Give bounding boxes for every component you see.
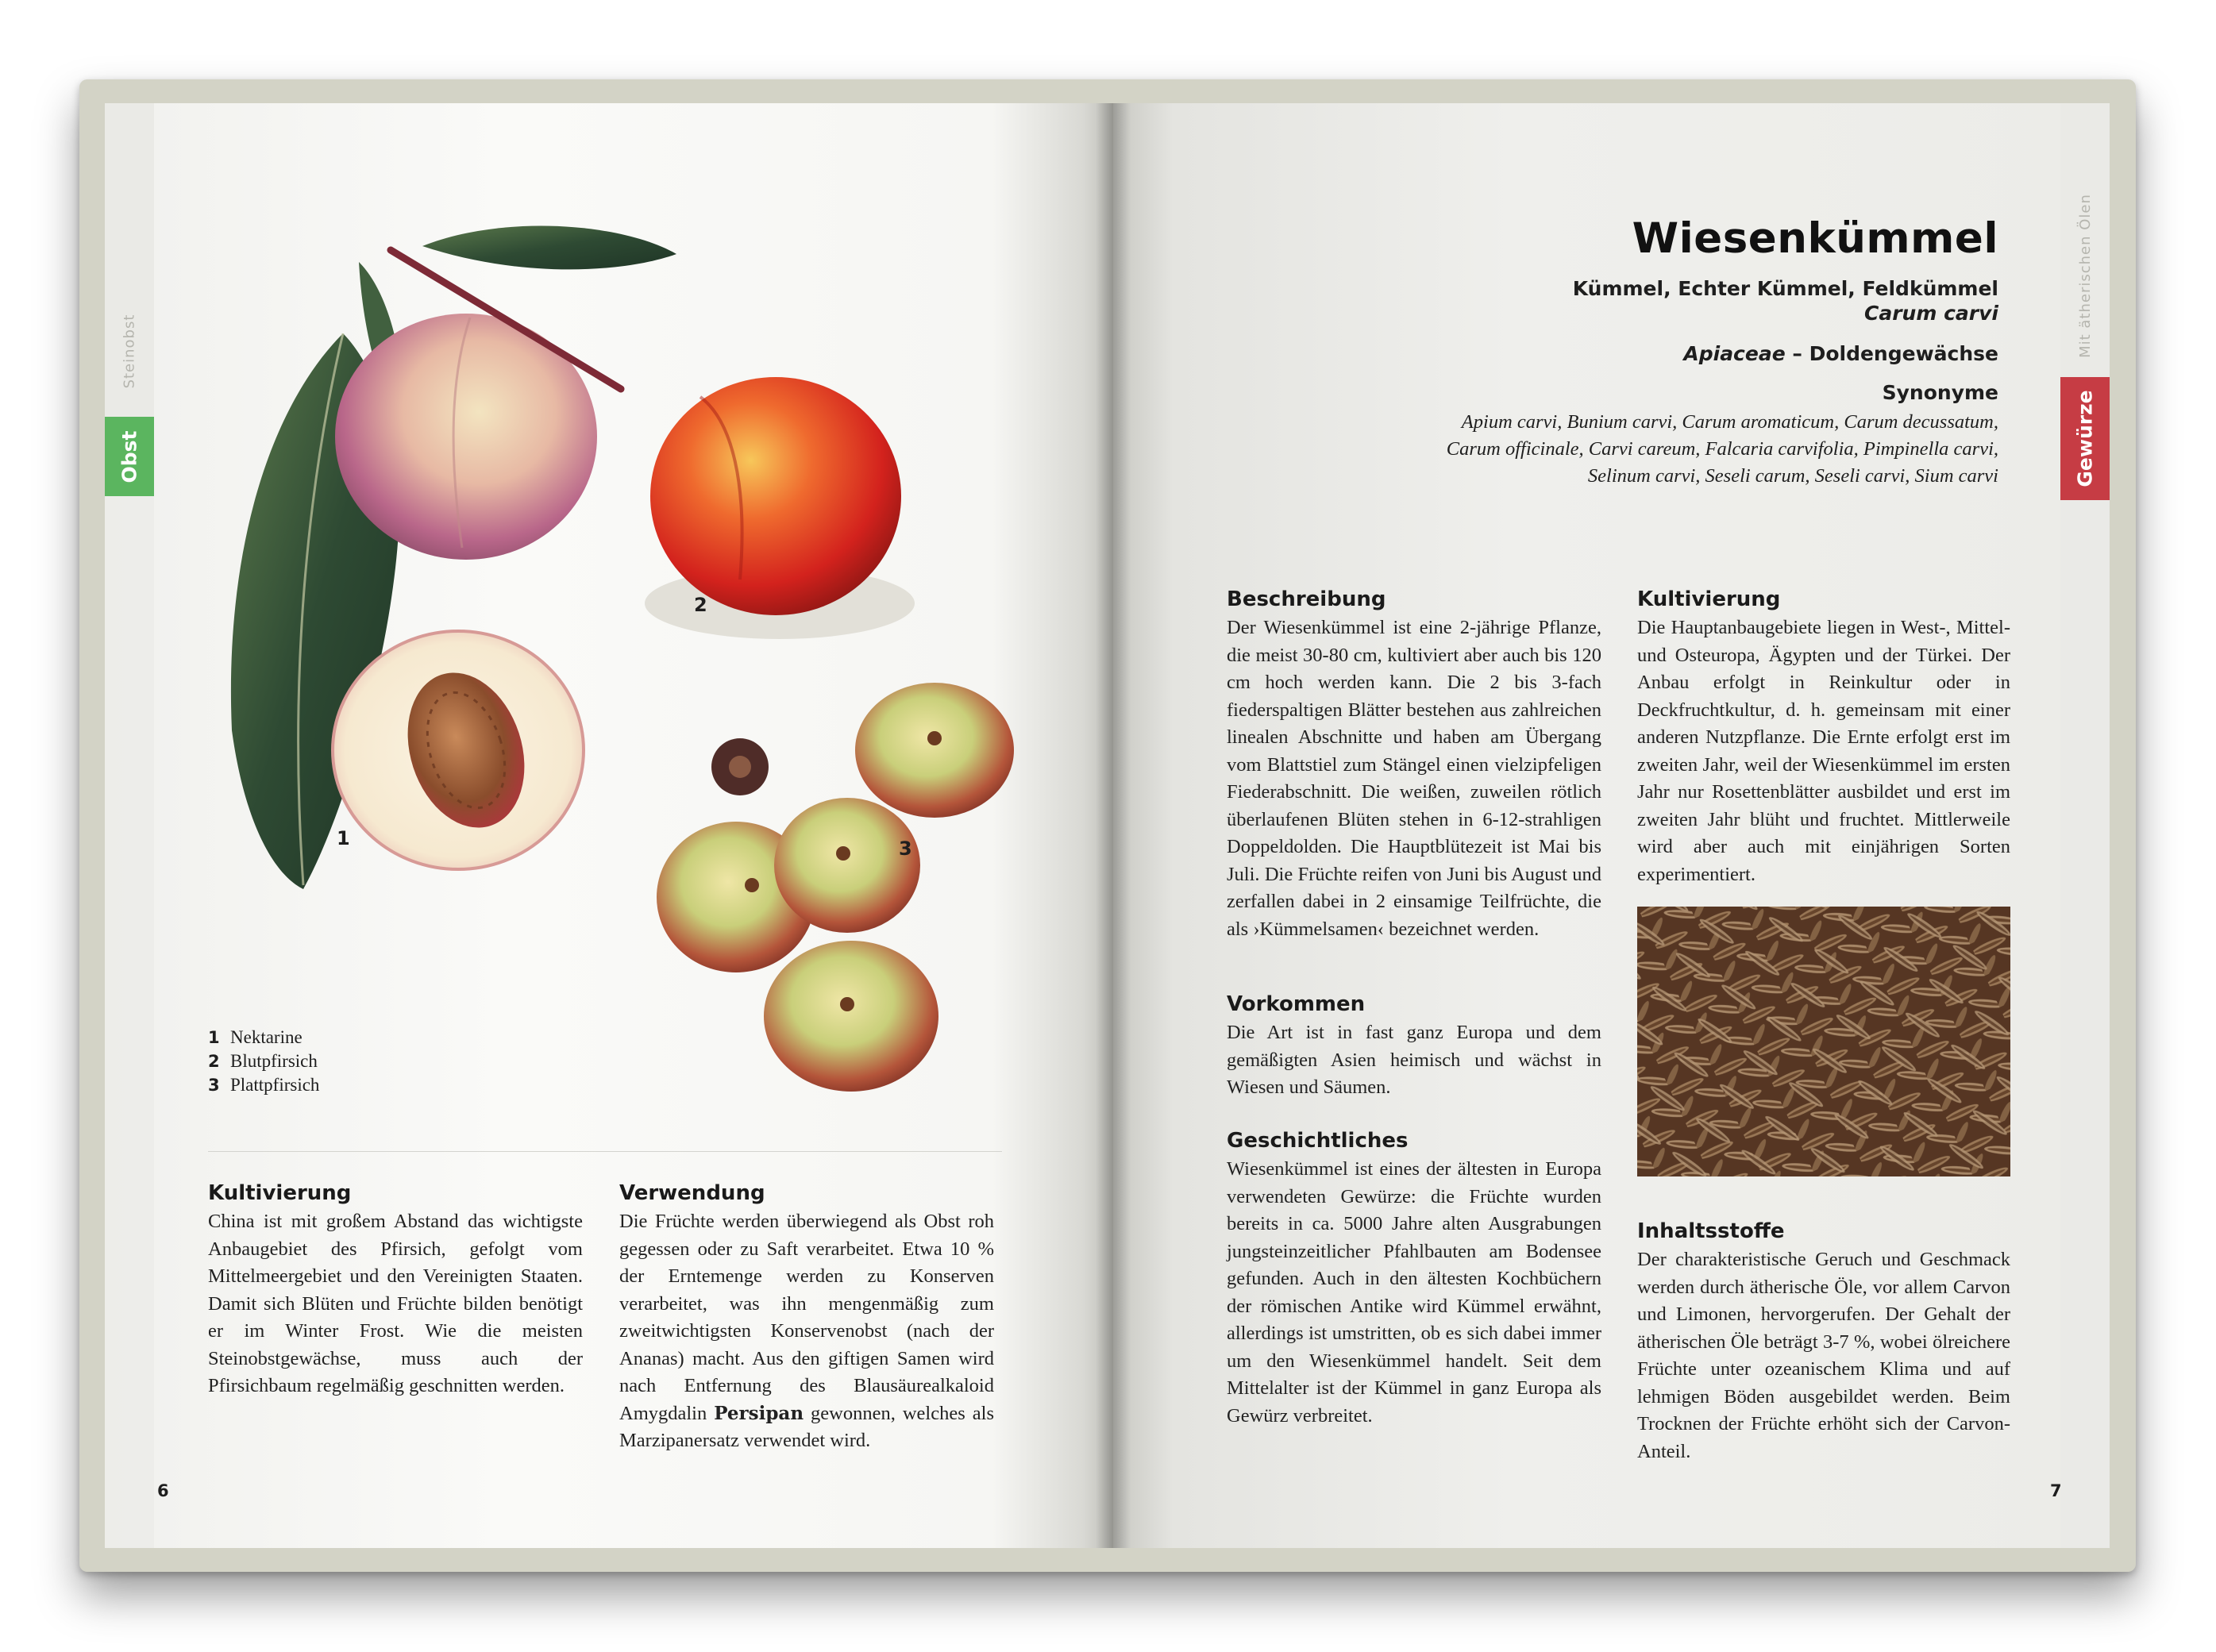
plattpfirsich-4 bbox=[764, 941, 938, 1092]
entry-header bbox=[1284, 214, 1998, 490]
legend-label: Nektarine bbox=[230, 1027, 303, 1047]
section-heading: Verwendung bbox=[619, 1181, 765, 1205]
legend-number: 3 bbox=[208, 1076, 220, 1095]
legend-number: 1 bbox=[208, 1028, 220, 1047]
peach-blutpfirsich bbox=[650, 377, 901, 615]
legend-number: 2 bbox=[208, 1052, 220, 1071]
book-spine bbox=[1096, 103, 1131, 1548]
beschreibung-section bbox=[1227, 587, 1601, 943]
section-heading: Geschichtliches bbox=[1227, 1129, 1409, 1153]
section-body: Der Wiesenkümmel ist eine 2-jährige Pflanze, die meist 30-80 cm, kultiviert aber auch bis 120 cm hoch werden kann. Die 2 bis 3-fach fiederspaltigen Blätter bestehen aus zahlreichen linealen Abschnitte und haben am Übergang vom Blattstiel zum Stängel einen vielzipfeligen Fiederabschnitt. Die weißen, zuweilen rötlich überlaufenen Blüten stehen in 6-12-strahligen Doppeldolden. Die Hauptblütezeit ist Mai bis Juli. Die Früchte reifen von Juni bis August und zerfallen dabei in 2 einsamige Teilfrüchte, die als ›Kümmelsamen‹ bezeichnet werden. bbox=[1227, 617, 1601, 940]
section-heading: Vorkommen bbox=[1227, 992, 1366, 1016]
family-german: – Doldengewächse bbox=[1785, 342, 1998, 365]
right-page bbox=[1113, 103, 2110, 1548]
section-heading: Kultivierung bbox=[208, 1181, 352, 1205]
synonyms-line: Carum officinale, Carvi careum, Falcaria carvifolia, Pimpinella carvi, bbox=[1446, 438, 1998, 460]
common-names: Kümmel, Echter Kümmel, Feldkümmel bbox=[1572, 277, 1998, 300]
right-kultivierung-section bbox=[1637, 587, 2010, 888]
plate-number-1: 1 bbox=[337, 827, 350, 849]
body-text-bold: Persipan bbox=[714, 1402, 804, 1424]
tab-strip-filler bbox=[2060, 500, 2110, 1548]
caraway-seeds-photo bbox=[1637, 907, 2010, 1176]
right-tab-strip bbox=[2060, 103, 2110, 1548]
synonyms-list bbox=[1284, 409, 1998, 490]
section-heading: Kultivierung bbox=[1637, 587, 1781, 611]
section-body: Der charakteristische Geruch und Geschmack werden durch ätherische Öle, vor allem Carvon und Limonen, hervorgerufen. Der Gehalt der ätherischen Öle beträgt 3-7 %, wobei ölreichere Früchte unter ozeanischem Klima und auf lehmigen Böden ausgebildet werden. Beim Trocknen der Früchte erhöht sich der Carvon-Anteil. bbox=[1637, 1249, 2010, 1462]
legend-label: Plattpfirsich bbox=[230, 1075, 320, 1095]
left-kultivierung-section bbox=[208, 1181, 583, 1400]
section-heading: Inhaltsstoffe bbox=[1637, 1219, 1785, 1243]
section-body: Wiesenkümmel ist eines der ältesten in Europa verwendeten Gewürze: die Früchte wurden bereits in ca. 5000 Jahre alten Ausgrabungen jungsteinzeitlicher Pfahlbauten am Bodensee gefunden. Auch in den ältesten Kochbüchern der römischen Antike wird Kümmel erwähnt, allerdings ist umstritten, ob es sich dabei immer um den Wiesenkümmel handelt. Seit dem Mittelalter ist der Kümmel in ganz Europa als Gewürz verbreitet. bbox=[1227, 1158, 1601, 1427]
plattpfirsich-3 bbox=[774, 798, 920, 933]
inhaltsstoffe-section bbox=[1637, 1219, 2010, 1465]
section-body: China ist mit großem Abstand das wichtigste Anbaugebiet des Pfirsich, gefolgt vom Mittelmeergebiet und den Vereinigten Staaten. Damit sich Blüten und Früchte bilden benötigt er im Winter Frost. Wie die meisten Steinobstgewächse, muss auch der Pfirsichbaum regelmäßig geschnitten werden. bbox=[208, 1211, 583, 1396]
tab-gewuerze-label: Gewürze bbox=[2073, 390, 2097, 487]
section-body: Die Art ist in fast ganz Europa und dem gemäßigten Asien heimisch und wächst in Wiesen und Säumen. bbox=[1227, 1022, 1601, 1098]
scientific-name: Carum carvi bbox=[1864, 302, 1998, 325]
tab-gewuerze[interactable] bbox=[2060, 377, 2110, 500]
page-title: Wiesenkümmel bbox=[1632, 214, 1998, 263]
section-heading: Beschreibung bbox=[1227, 587, 1386, 611]
page-number-left: 6 bbox=[157, 1481, 169, 1500]
plant-family bbox=[1284, 342, 1998, 365]
plate-number-3: 3 bbox=[899, 838, 912, 860]
family-latin: Apiaceae bbox=[1683, 342, 1786, 365]
section-body bbox=[619, 1208, 994, 1455]
synonyms-line: Selinum carvi, Seseli carum, Seseli carvi, Sium carvi bbox=[1587, 465, 1998, 487]
geschichtliches-section bbox=[1227, 1129, 1601, 1430]
section-body: Die Hauptanbaugebiete liegen in West-, Mittel- und Osteuropa, Ägypten und der Türkei. Der Anbau erfolgt in Reinkultur oder in Deckfruchtkultur, d. h. gemeinsam mit einer anderen Nutzpflanze. Die Ernte erfolgt erst im zweiten Jahr, weil der Wiesenkümmel im ersten Jahr nur Rosettenblätter ausbildet und erst im zweiten Jahr blüht und fruchtet. Mittlerweile wird aber auch mit einjährigen Sorten experimentiert. bbox=[1637, 617, 2010, 885]
leaf-top bbox=[422, 226, 676, 270]
body-text-part-1: Die Früchte werden überwiegend als Obst roh gegessen oder zu Saft verarbeitet. Etwa 10 % der Erntemenge werden zu Konserven verarbeitet, was ihn mengenmäßig zum zweitwichtigsten Konservenobst (nach der Ananas) macht. Aus den giftigen Samen wird nach Entfernung des Blausäurealkaloid Amygdalin bbox=[619, 1211, 994, 1424]
plate-legend bbox=[208, 1026, 319, 1097]
plate-number-2: 2 bbox=[694, 594, 707, 616]
page-number-right: 7 bbox=[2050, 1481, 2062, 1500]
legend-item bbox=[208, 1073, 319, 1097]
left-verwendung-section bbox=[619, 1181, 994, 1455]
vorkommen-section bbox=[1227, 992, 1601, 1102]
body-text-part-2: gewonnen, welches als Marzipanersatz verwendet wird. bbox=[619, 1402, 994, 1451]
peach-illustration bbox=[105, 103, 1113, 1135]
tab-steinobst-label: Steinobst bbox=[121, 314, 138, 389]
tab-obst-label: Obst bbox=[118, 430, 141, 483]
plattpfirsich-1 bbox=[855, 683, 1014, 818]
legend-item bbox=[208, 1026, 319, 1049]
synonyms-heading: Synonyme bbox=[1882, 381, 1998, 404]
left-page bbox=[105, 103, 1113, 1548]
legend-item bbox=[208, 1049, 319, 1073]
legend-label: Blutpfirsich bbox=[230, 1051, 318, 1071]
tab-aetherische-oele-label: Mit ätherischen Ölen bbox=[2076, 194, 2094, 358]
section-divider bbox=[208, 1151, 1002, 1152]
synonyms-line: Apium carvi, Bunium carvi, Carum aromaticum, Carum decussatum, bbox=[1461, 411, 1998, 433]
tab-aetherische-oele[interactable] bbox=[2060, 103, 2110, 377]
